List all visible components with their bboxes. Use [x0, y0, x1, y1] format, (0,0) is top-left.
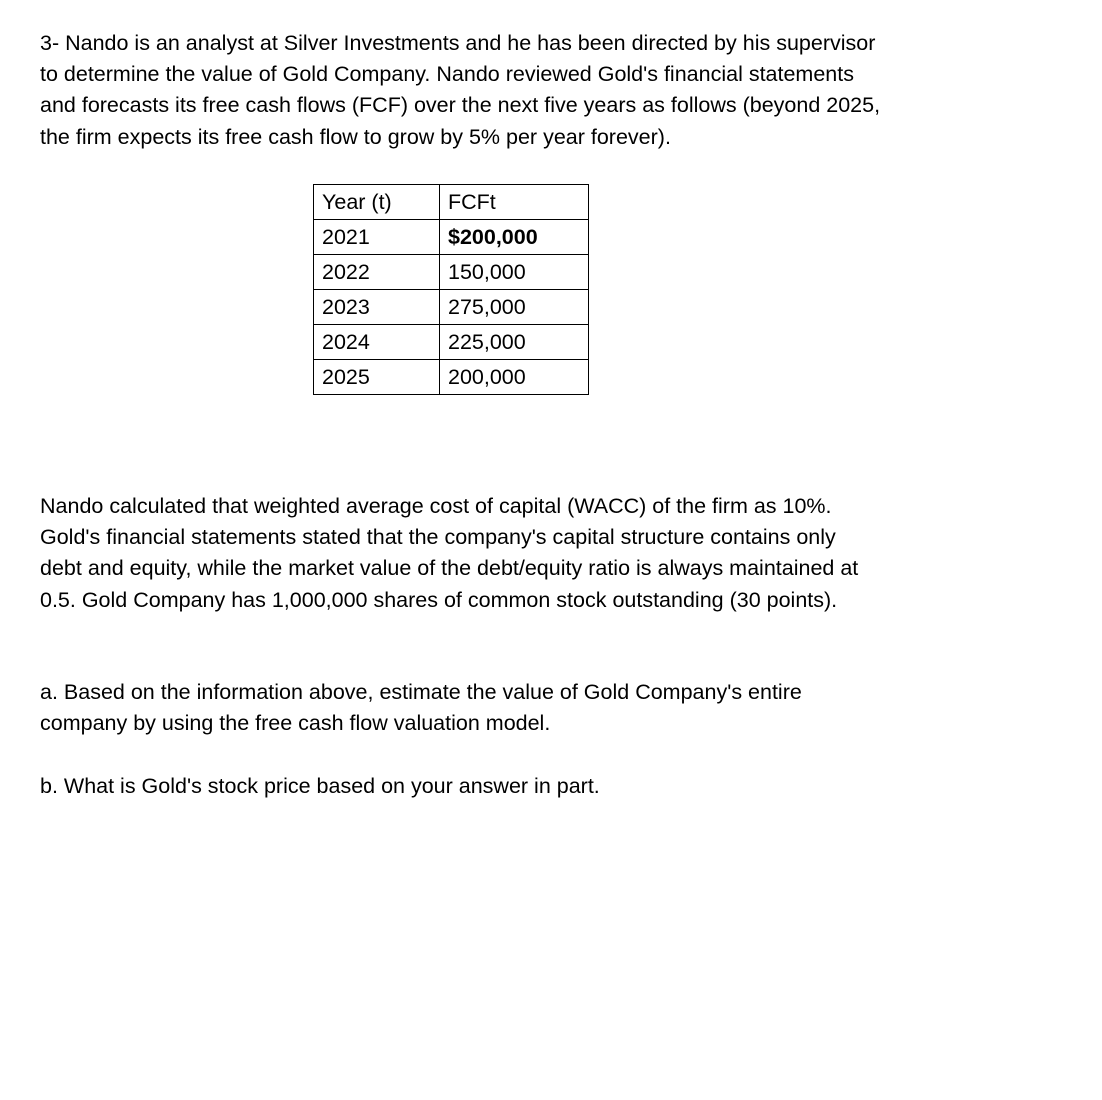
- year-cell: 2023: [314, 290, 440, 325]
- table-row: [314, 220, 589, 255]
- table-row: [314, 290, 589, 325]
- question-a: a. Based on the information above, estimate the value of Gold Company's entire company by using the free cash flow valuation model.: [40, 680, 802, 736]
- fcf-cell: 200,000: [440, 360, 589, 395]
- year-cell: 2024: [314, 325, 440, 360]
- year-cell: 2022: [314, 255, 440, 290]
- problem-intro: 3- Nando is an analyst at Silver Investments and he has been directed by his supervisor to determine the value of Gold Company. Nando reviewed Gold's financial statements and forecasts its free cash flows (FCF) over the next five years as follows (beyond 2025, the firm expects its free cash flow to grow by 5% per year forever).: [40, 31, 881, 149]
- table-row: [314, 325, 589, 360]
- fcf-cell: 225,000: [440, 325, 589, 360]
- fcf-cell: 275,000: [440, 290, 589, 325]
- year-cell: 2021: [314, 220, 440, 255]
- table-header-row: [314, 185, 589, 220]
- header-fcf: FCFt: [440, 185, 589, 220]
- question-b: b. What is Gold's stock price based on your answer in part.: [40, 774, 600, 798]
- table-row: [314, 360, 589, 395]
- problem-details: Nando calculated that weighted average cost of capital (WACC) of the firm as 10%. Gold's financial statements stated that the company's capital structure contains only debt and equity, while the market value of the debt/equity ratio is always maintained at 0.5. Gold Company has 1,000,000 shares of common stock outstanding (30 points).: [40, 494, 859, 612]
- fcf-cell: 150,000: [440, 255, 589, 290]
- fcf-table: [313, 184, 589, 395]
- fcf-cell: $200,000: [440, 220, 589, 255]
- year-cell: 2025: [314, 360, 440, 395]
- header-year: Year (t): [314, 185, 440, 220]
- table-row: [314, 255, 589, 290]
